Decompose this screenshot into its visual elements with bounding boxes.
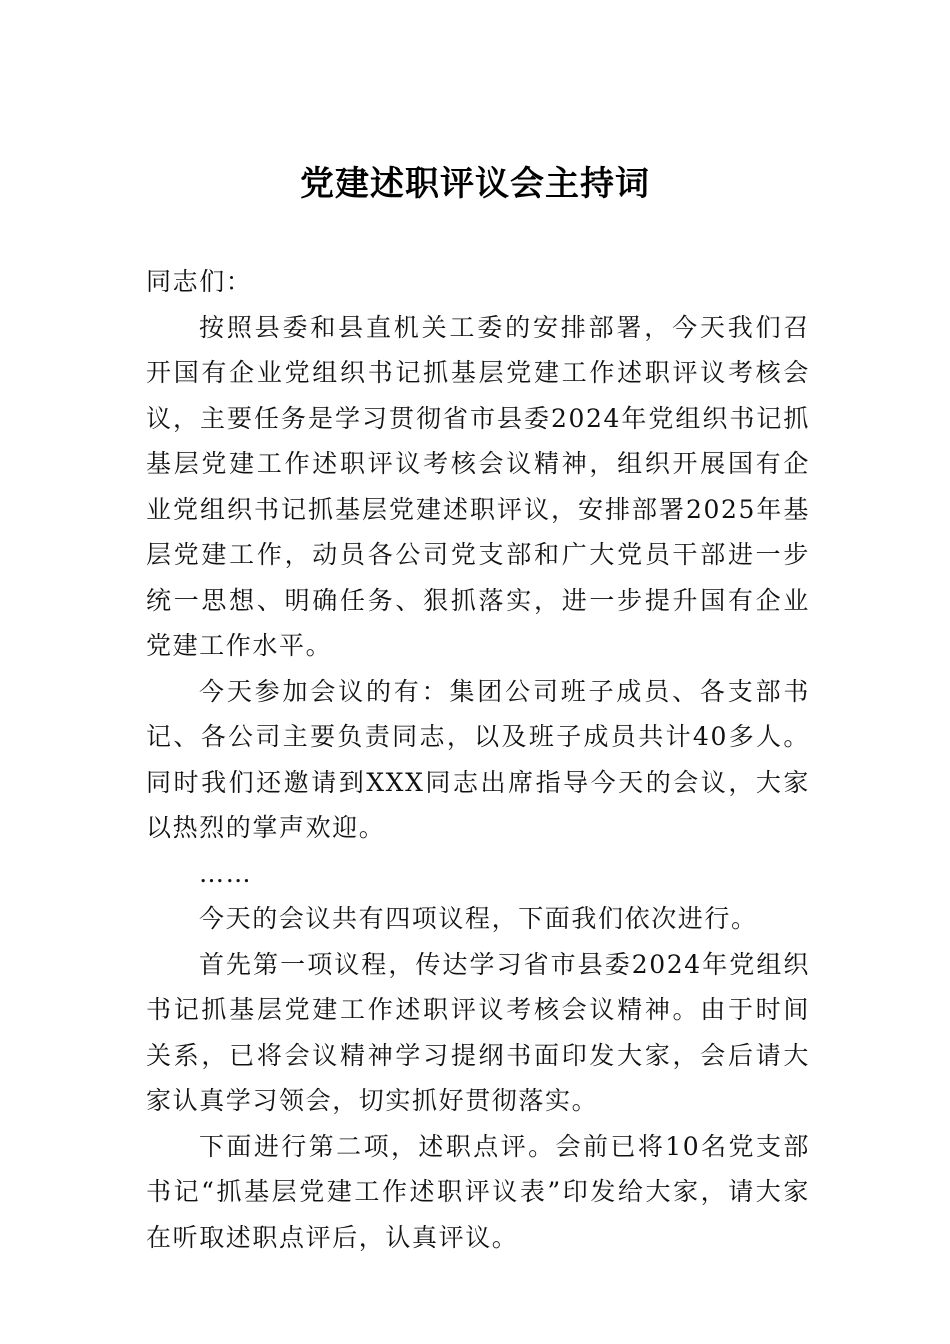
- paragraph-ellipsis: ……: [199, 858, 253, 888]
- paragraph-agenda-item-two: 下面进行第二项，述职点评。会前已将10名党支部书记“抓基层党建工作述职评议表”印发给大家，请大家在听取述职点评后，认真评议。: [146, 1131, 810, 1252]
- paragraph-attendees: 今天参加会议的有：集团公司班子成员、各支部书记、各公司主要负责同志，以及班子成员共计40多人。同时我们还邀请到XXX同志出席指导今天的会议，大家以热烈的掌声欢迎。: [146, 676, 810, 842]
- paragraph-opening: 按照县委和县直机关工委的安排部署，今天我们召开国有企业党组织书记抓基层党建工作述职评议考核会议，主要任务是学习贯彻省市县委2024年党组织书记抓基层党建工作述职评议考核会议精神，组织开展国有企业党组织书记抓基层党建述职评议，安排部署2025年基层党建工作，动员各公司党支部和广大党员干部进一步统一思想、明确任务、狠抓落实，进一步提升国有企业党建工作水平。: [146, 312, 810, 660]
- paragraph-agenda-item-one: 首先第一项议程，传达学习省市县委2024年党组织书记抓基层党建工作述职评议考核会议精神。由于时间关系，已将会议精神学习提纲书面印发大家，会后请大家认真学习领会，切实抓好贯彻落实。: [146, 949, 810, 1115]
- salutation: 同志们：: [146, 267, 253, 296]
- document-body: [146, 259, 810, 1260]
- paragraph-agenda-intro: 今天的会议共有四项议程，下面我们依次进行。: [199, 904, 758, 933]
- document-title: 党建述职评议会主持词: [300, 164, 650, 204]
